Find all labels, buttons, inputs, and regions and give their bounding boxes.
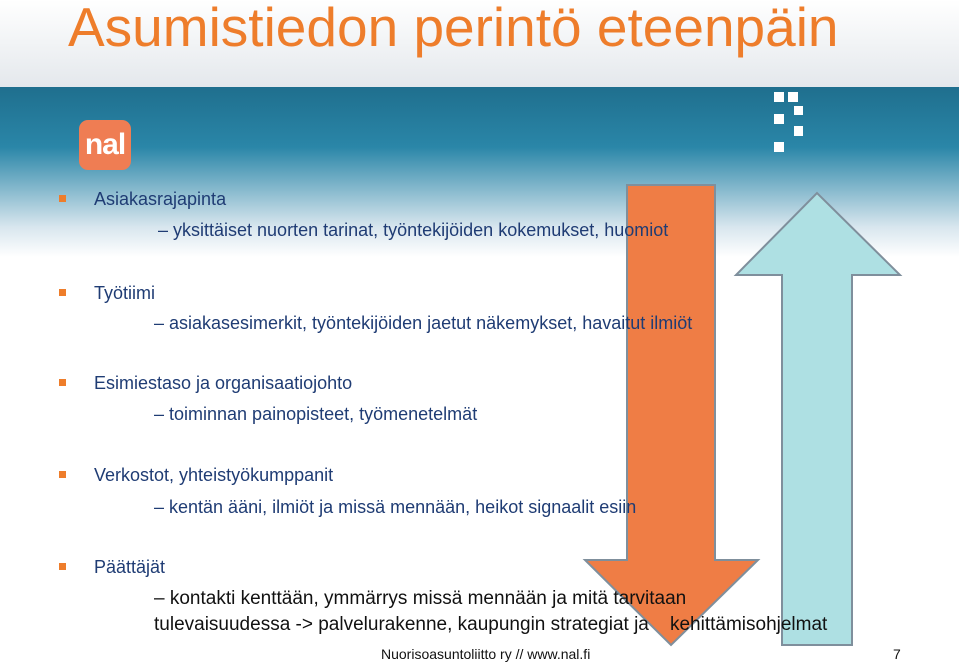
slide-title: Asumistiedon perintö eteenpäin [68, 0, 839, 58]
item-heading: Päättäjät [94, 557, 166, 577]
item-detail: – yksittäiset nuorten tarinat, työntekijöiden kokemukset, huomiot [158, 220, 669, 240]
bullet-marker [59, 379, 66, 386]
page-number: 7 [893, 646, 901, 662]
bullet-marker [59, 289, 66, 296]
bullet-marker [59, 471, 66, 478]
item-heading: Asiakasrajapinta [94, 189, 227, 209]
down-arrow [585, 185, 758, 645]
up-arrow [736, 193, 900, 645]
item-detail: – asiakasesimerkit, työntekijöiden jaetut näkemykset, havaitut ilmiöt [154, 313, 693, 333]
item-detail: – kentän ääni, ilmiöt ja missä mennään, heikot signaalit esiin [154, 497, 637, 517]
item-detail: – kontakti kenttään, ymmärrys missä mennään ja mitä tarvitaan [154, 588, 687, 609]
bullet-marker [59, 195, 66, 202]
item-heading: Esimiestaso ja organisaatiojohto [94, 373, 353, 393]
item-detail: – toiminnan painopisteet, työmenetelmät [154, 404, 478, 424]
item-detail-continued: tulevaisuudessa -> palvelurakenne, kaupungin strategiat ja kehittämisohjelmat [154, 614, 828, 635]
item-heading: Työtiimi [94, 283, 156, 303]
footer-organization: Nuorisoasuntoliitto ry // www.nal.fi [381, 646, 591, 662]
bullet-marker [59, 563, 66, 570]
item-heading: Verkostot, yhteistyökumppanit [94, 465, 334, 485]
nal-logo: nal [79, 120, 131, 170]
